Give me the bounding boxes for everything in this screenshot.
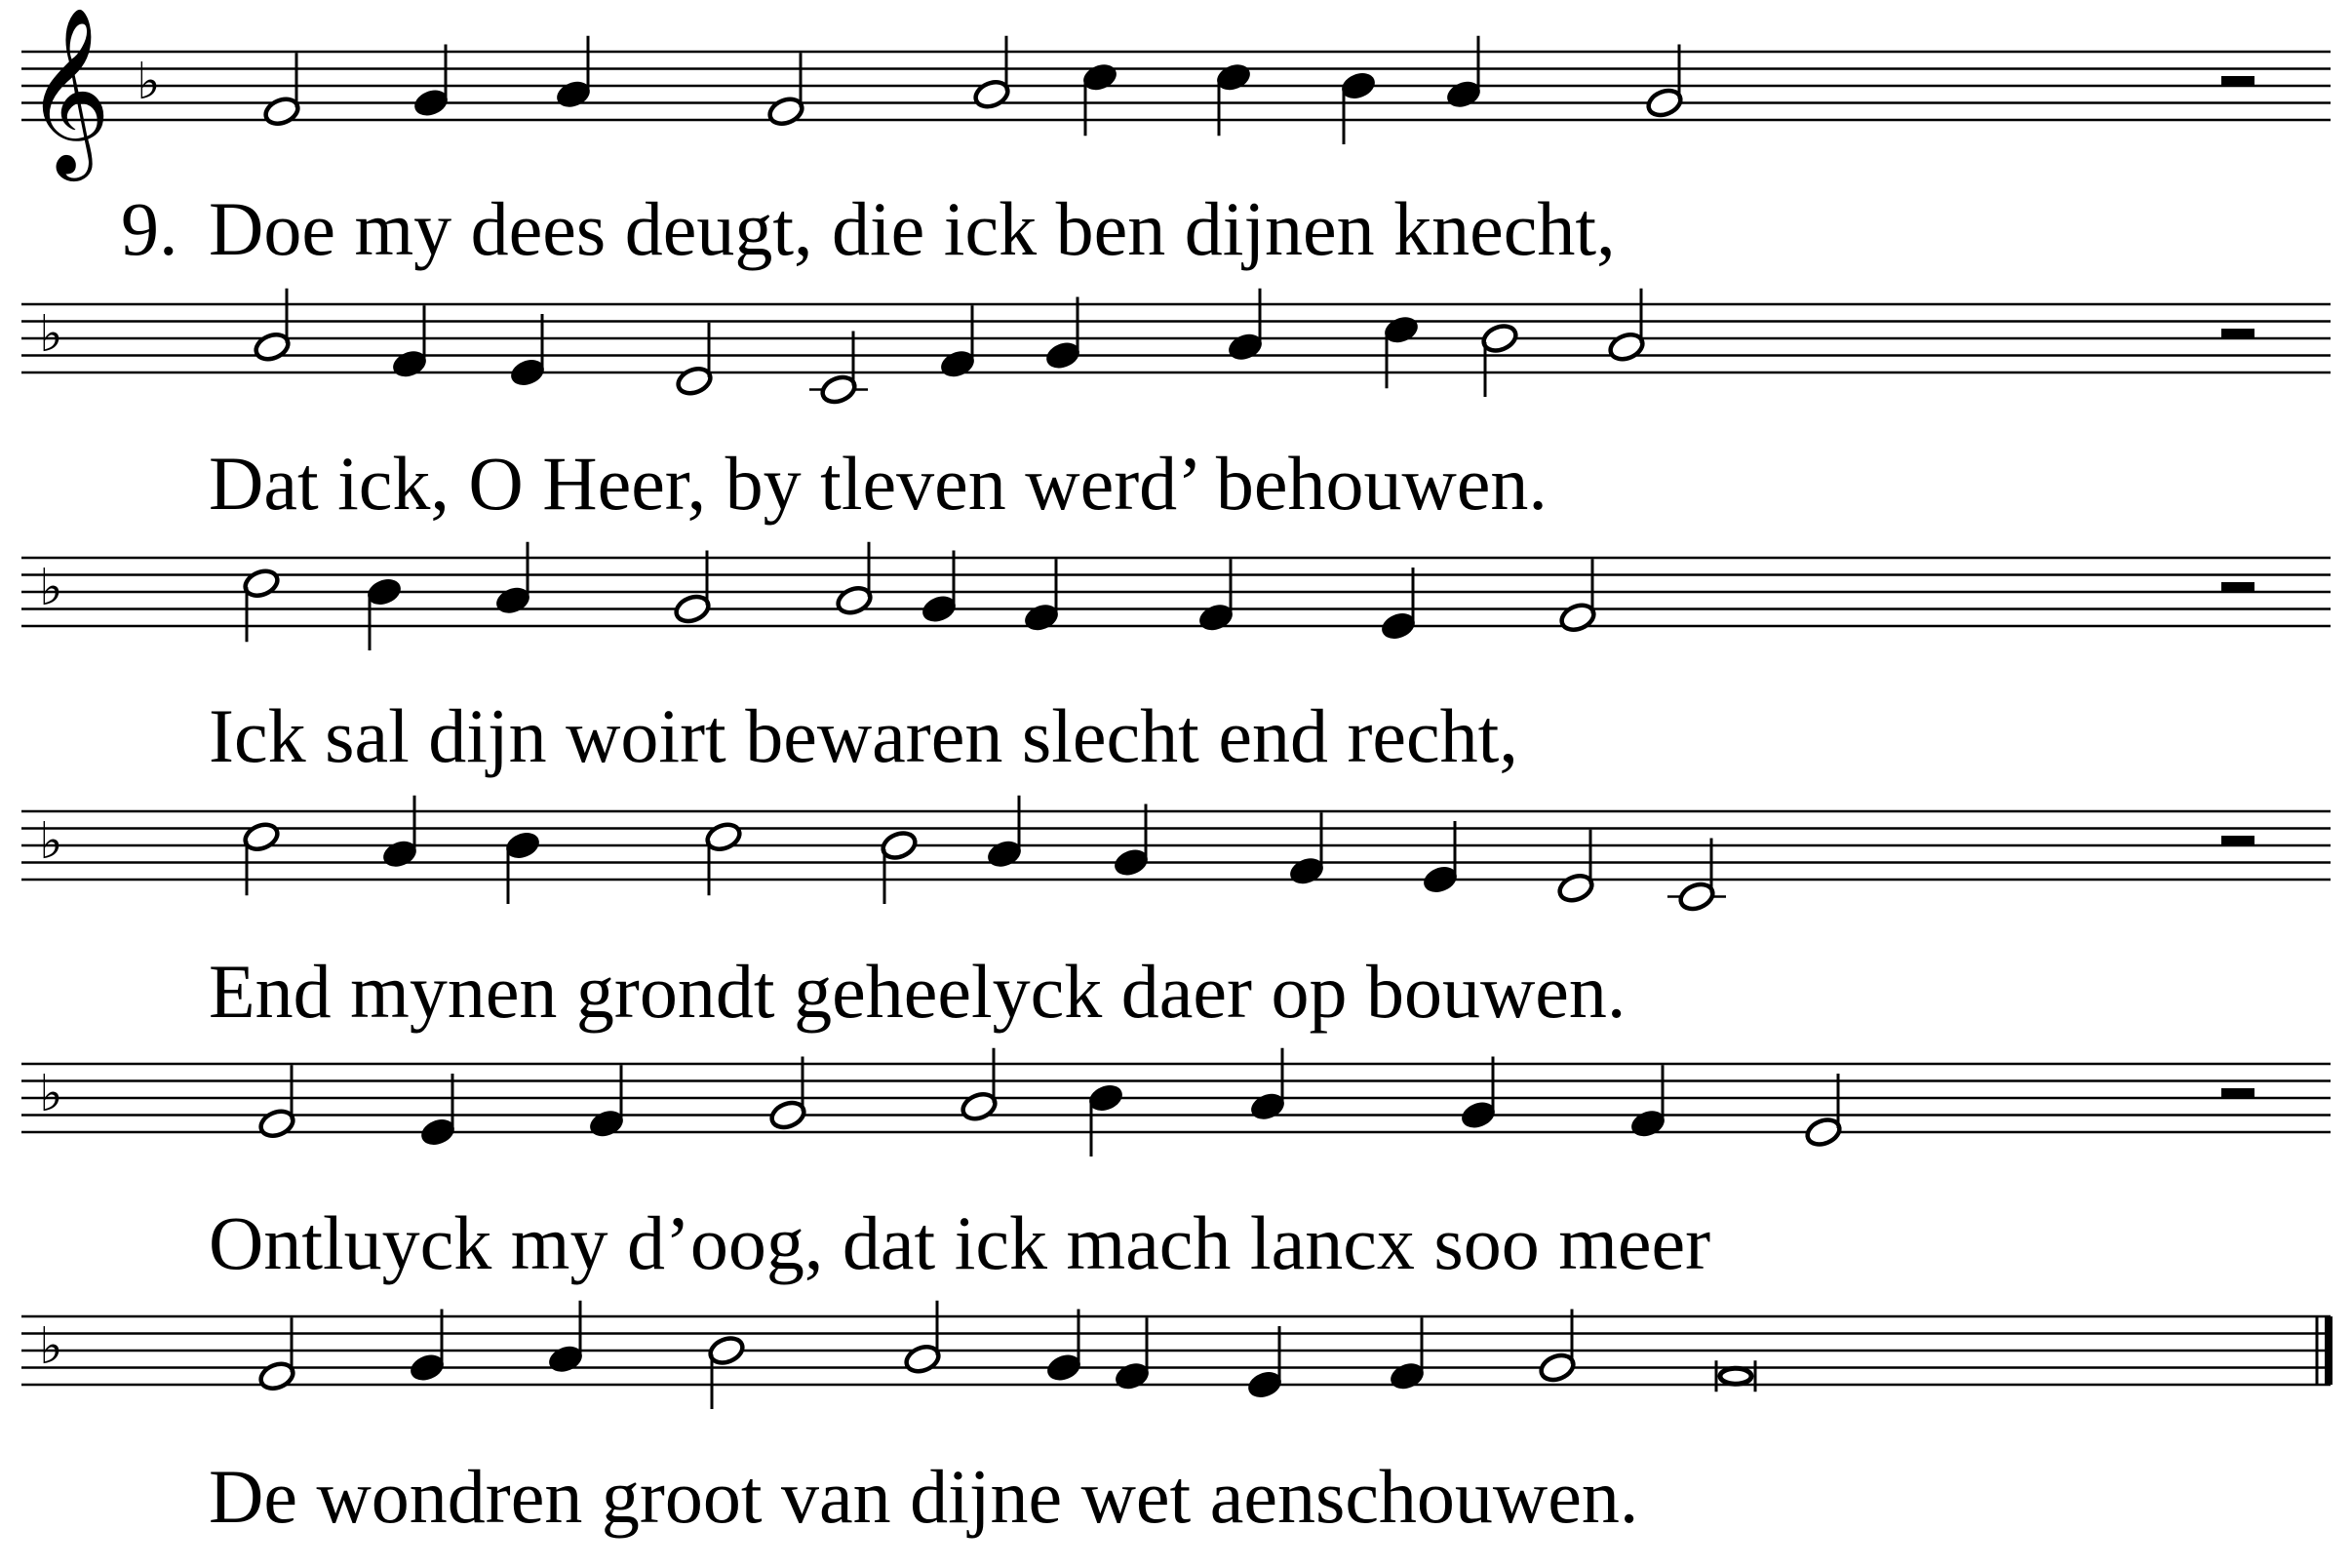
half-rest bbox=[2221, 76, 2254, 86]
flat-icon: ♭ bbox=[39, 812, 63, 871]
flat-icon: ♭ bbox=[39, 559, 63, 617]
half-rest bbox=[2221, 582, 2254, 592]
lyric-line-6: De wondren groot van dijne wet aenschouwen. bbox=[209, 1454, 1639, 1539]
lyric-line-3: Ick sal dijn woirt bewaren slecht end recht, bbox=[209, 693, 1518, 778]
half-rest bbox=[2221, 836, 2254, 845]
treble-clef-icon: 𝄞 bbox=[25, 6, 111, 174]
final-barline bbox=[2325, 1316, 2332, 1385]
lyric-line-1: Doe my dees deugt, die ick ben dijnen knecht, bbox=[209, 186, 1616, 271]
verse-number: 9. bbox=[121, 186, 178, 271]
lyric-line-4: End mynen grondt geheelyck daer op bouwen. bbox=[209, 949, 1627, 1034]
flat-icon: ♭ bbox=[137, 53, 161, 111]
half-rest bbox=[2221, 329, 2254, 338]
flat-icon: ♭ bbox=[39, 305, 63, 364]
lyric-line-2: Dat ick, O Heer, by tleven werd’ behouwen. bbox=[209, 441, 1548, 526]
flat-icon: ♭ bbox=[39, 1065, 63, 1123]
lyric-line-5: Ontluyck my d’oog, dat ick mach lancx soo meer bbox=[209, 1200, 1711, 1285]
flat-icon: ♭ bbox=[39, 1317, 63, 1376]
breve-note bbox=[1720, 1368, 1751, 1384]
half-rest bbox=[2221, 1088, 2254, 1098]
